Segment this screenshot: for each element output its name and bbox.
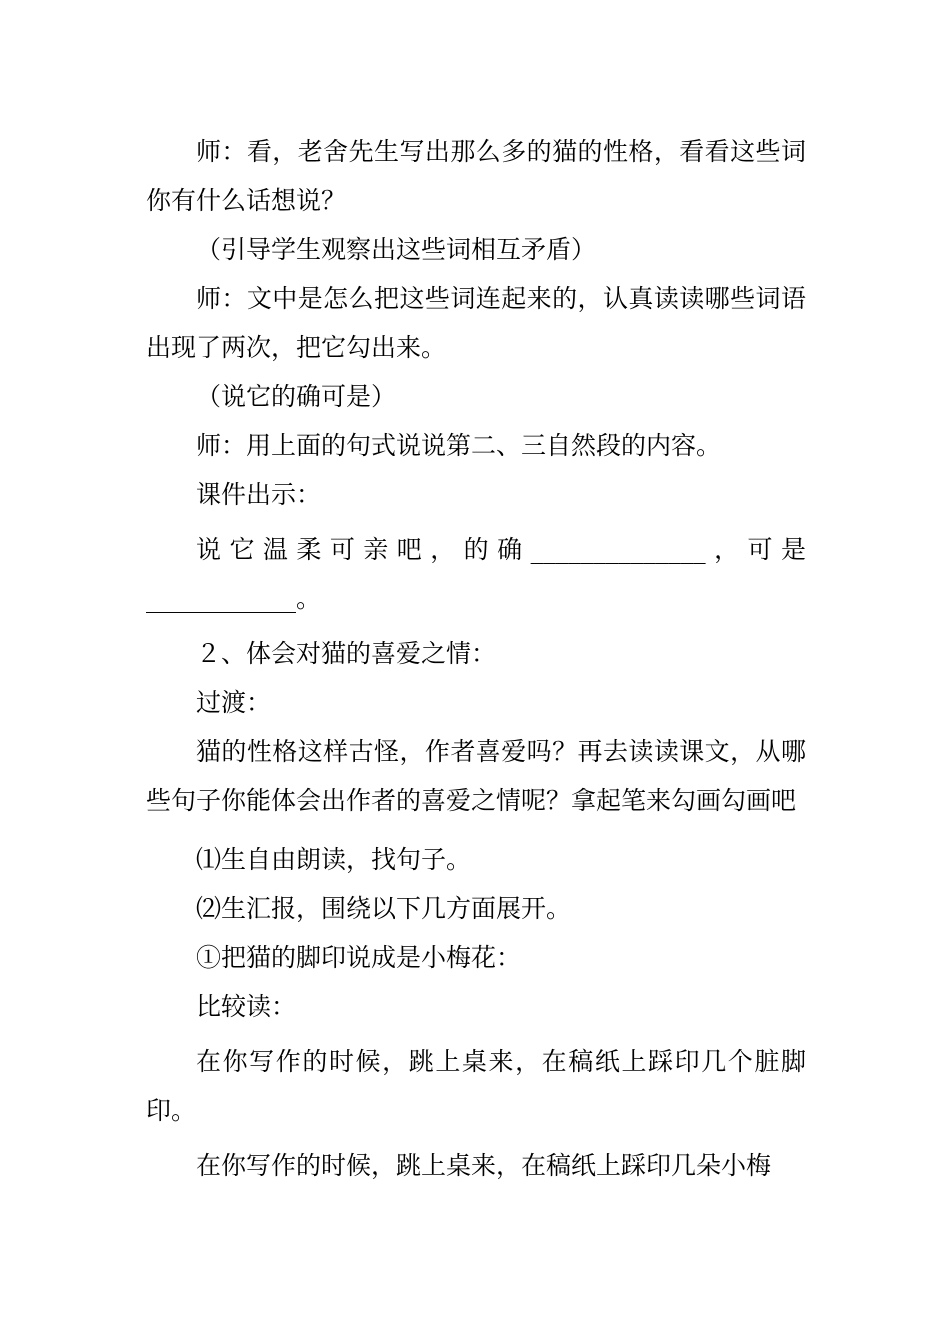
paragraph-compare-sentence-1: 在你写作的时候，跳上桌来，在稿纸上踩印几个脏脚印。 <box>146 1047 806 1125</box>
list-item-2: ⑵生汇报，围绕以下几方面展开。 <box>196 894 572 923</box>
paragraph-compare-label: 比较读： <box>196 992 297 1021</box>
paragraph-teacher-question: 师：看，老舍先生写出那么多的猫的性格，看看这些词你有什么话想说？ <box>146 137 806 215</box>
list-item-circled-1: ①把猫的脚印说成是小梅花： <box>196 943 522 972</box>
paragraph-teacher-connect: 师：文中是怎么把这些词连起来的，认真读读哪些词语出现了两次，把它勾出来。 <box>146 284 806 362</box>
paragraph-transition-text: 猫的性格这样古怪，作者喜爱吗？再去读读课文，从哪些句子你能体会出作者的喜爱之情呢？拿起笔来勾画勾画吧 <box>146 737 806 815</box>
list-item-1: ⑴生自由朗读，找句子。 <box>196 845 472 874</box>
paragraph-transition-label: 过渡： <box>196 688 272 717</box>
document-page <box>146 127 806 1190</box>
paragraph-teacher-pattern: 师：用上面的句式说说第二、三自然段的内容。 <box>196 431 722 460</box>
paragraph-courseware-label: 课件出示： <box>196 480 322 509</box>
paragraph-pattern-note: （说它的确可是） <box>196 382 397 411</box>
paragraph-guide-note: （引导学生观察出这些词相互矛盾） <box>196 235 597 264</box>
paragraph-fill-blank: 说它温柔可亲吧，的确______________，可是____________。 <box>146 535 806 613</box>
section-heading-2: ２、体会对猫的喜爱之情： <box>196 639 497 668</box>
paragraph-compare-sentence-2: 在你写作的时候，跳上桌来，在稿纸上踩印几朵小梅 <box>196 1151 772 1180</box>
